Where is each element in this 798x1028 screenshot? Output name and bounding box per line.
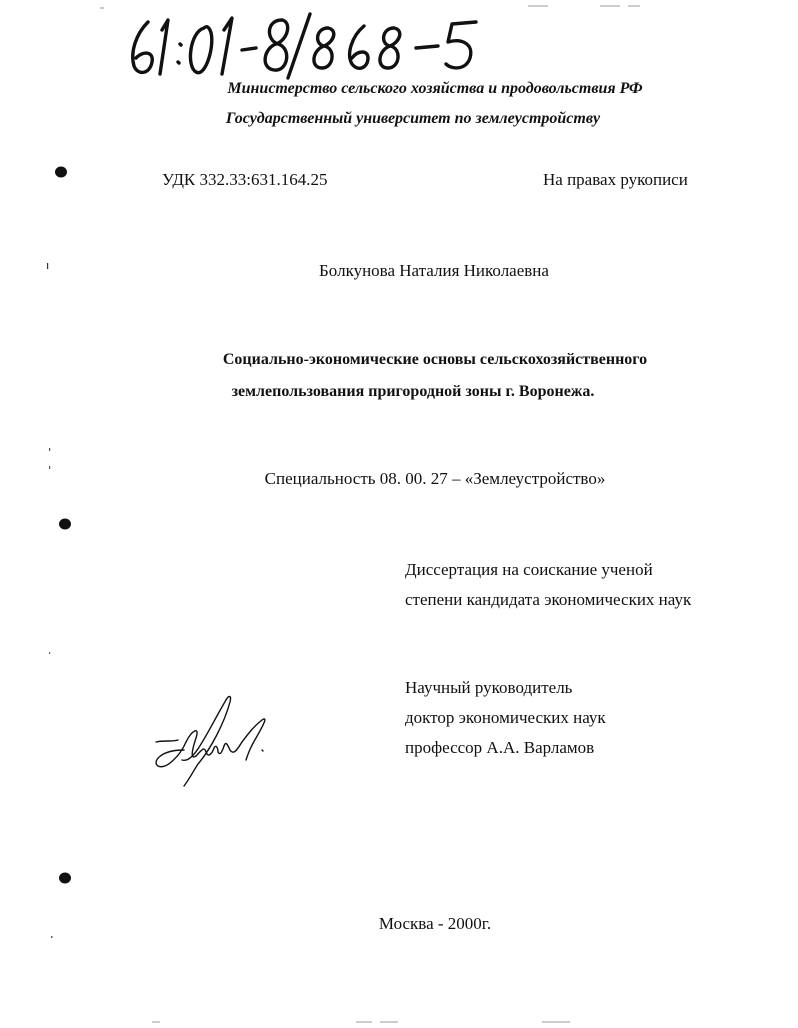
- scan-speck: [46, 446, 54, 476]
- scan-speck: [44, 262, 52, 272]
- author-name: Болкунова Наталия Николаевна: [319, 261, 549, 280]
- thesis-title-line-1: Социально-экономические основы сельскохозяйственного: [222, 351, 648, 368]
- city-and-year: Москва - 2000г.: [378, 914, 492, 933]
- punch-hole-mark-3: [56, 868, 76, 888]
- scan-speck: [46, 650, 54, 658]
- supervisor-degree: доктор экономических наук: [405, 708, 606, 727]
- scan-speck: [48, 934, 56, 942]
- university-name: Государственный университет по землеустройству: [225, 110, 601, 127]
- punch-hole-mark-1: [52, 162, 72, 182]
- scan-bottom-edge: [0, 1016, 798, 1028]
- scan-top-edge: [0, 0, 798, 12]
- handwritten-signature: [150, 690, 280, 802]
- manuscript-rights-note: На правах рукописи: [543, 170, 688, 189]
- handwritten-catalog-stamp: [126, 8, 496, 80]
- ministry-name: Министерство сельского хозяйства и продовольствия РФ: [227, 80, 643, 97]
- degree-line-1: Диссертация на соискание ученой: [405, 560, 653, 579]
- degree-line-2: степени кандидата экономических наук: [405, 590, 692, 609]
- supervisor-label: Научный руководитель: [405, 678, 573, 697]
- thesis-title-line-2: землепользования пригородной зоны г. Воронежа.: [231, 383, 595, 400]
- specialty: Специальность 08. 00. 27 – «Землеустройство»: [264, 469, 606, 488]
- punch-hole-mark-2: [56, 514, 76, 534]
- udk-code: УДК 332.33:631.164.25: [162, 170, 328, 189]
- supervisor-name: профессор А.А. Варламов: [405, 738, 595, 757]
